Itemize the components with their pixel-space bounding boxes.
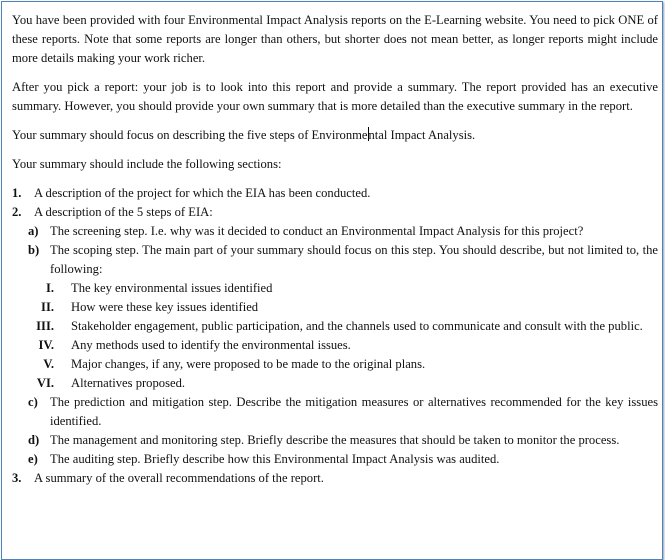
focus-text-end: ntal Impact Analysis. xyxy=(368,128,476,142)
focus-text-start: Your summary should focus on describing the five steps of Environme xyxy=(12,128,368,142)
list-marker: 3. xyxy=(12,471,22,485)
list-item-text: The screening step. I.e. why was it decided to conduct an Environmental Impact Analysis for this project? xyxy=(50,224,584,238)
list-marker: II. xyxy=(41,300,54,314)
list-marker: e) xyxy=(28,452,38,466)
list-item-scoping-1 xyxy=(12,279,658,298)
list-item-text: Alternatives proposed. xyxy=(71,376,186,390)
list-item-scoping-6 xyxy=(12,374,658,393)
list-marker: I. xyxy=(45,281,54,295)
list-marker: III. xyxy=(36,319,54,333)
list-marker: V. xyxy=(43,357,54,371)
list-item-text: The scoping step. The main part of your summary should focus on this step. You should describe, but not limited to, the following: xyxy=(50,243,658,276)
list-item-step-a xyxy=(12,222,658,241)
list-item-step-e xyxy=(12,450,658,469)
list-item-text: The key environmental issues identified xyxy=(71,281,273,295)
list-item-section-3 xyxy=(12,469,658,488)
list-item-step-b xyxy=(12,241,658,279)
list-item-scoping-5 xyxy=(12,355,658,374)
list-item-text: Any methods used to identify the environmental issues. xyxy=(71,338,351,352)
list-marker: d) xyxy=(28,433,40,447)
list-item-text: Major changes, if any, were proposed to be made to the original plans. xyxy=(71,357,426,371)
list-marker: b) xyxy=(28,243,40,257)
intro-paragraph-reports: You have been provided with four Environmental Impact Analysis reports on the E-Learning website. You need to pick ONE of these reports. Note that some reports are longer than others, but shorter does not mean better, as longer reports might include more details making your work richer. xyxy=(12,13,658,65)
list-marker: c) xyxy=(28,395,38,409)
list-item-text: The auditing step. Briefly describe how this Environmental Impact Analysis was audited. xyxy=(50,452,500,466)
intro-paragraph-sections: Your summary should include the following sections: xyxy=(12,157,282,171)
document-frame xyxy=(1,1,663,560)
intro-paragraph-task: After you pick a report: your job is to look into this report and provide a summary. The report provided has an executive summary. However, you should provide your own summary that is more detailed than the executive summary in the report. xyxy=(12,80,658,113)
list-item-section-1 xyxy=(12,184,658,203)
list-item-step-c xyxy=(12,393,658,431)
list-item-text: Stakeholder engagement, public participation, and the channels used to communicate and consult with the public. xyxy=(71,319,643,333)
list-item-step-d xyxy=(12,431,658,450)
intro-paragraph-focus xyxy=(12,126,658,145)
list-item-text: How were these key issues identified xyxy=(71,300,259,314)
list-item-text: A description of the project for which the EIA has been conducted. xyxy=(34,186,371,200)
list-item-text: The management and monitoring step. Briefly describe the measures that should be taken to monitor the process. xyxy=(50,433,620,447)
list-item-scoping-3 xyxy=(12,317,658,336)
list-marker: 1. xyxy=(12,186,22,200)
list-item-text: A description of the 5 steps of EIA: xyxy=(34,205,213,219)
list-item-text: A summary of the overall recommendations of the report. xyxy=(34,471,324,485)
list-marker: VI. xyxy=(36,376,54,390)
list-item-scoping-2 xyxy=(12,298,658,317)
list-marker: a) xyxy=(28,224,39,238)
list-item-text: The prediction and mitigation step. Describe the mitigation measures or alternatives recommended for the key issues identified. xyxy=(50,395,658,428)
list-item-scoping-4 xyxy=(12,336,658,355)
list-item-section-2 xyxy=(12,203,658,222)
list-marker: IV. xyxy=(38,338,54,352)
document-body[interactable] xyxy=(12,11,658,488)
list-marker: 2. xyxy=(12,205,22,219)
